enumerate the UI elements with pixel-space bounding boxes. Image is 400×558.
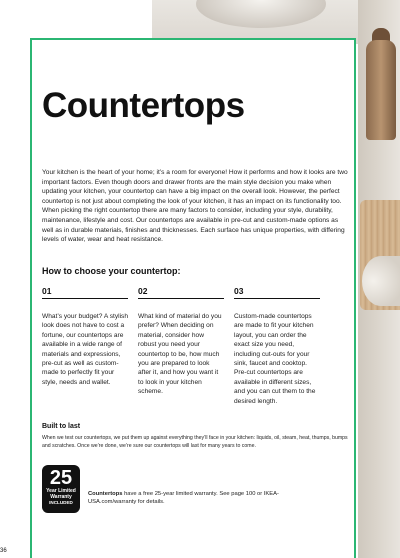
side-bowl-image (362, 256, 400, 306)
step-column-2 (138, 286, 224, 397)
step-number: 01 (42, 286, 128, 299)
page-number: 36 (0, 548, 7, 554)
badge-line-1: Year Limited (46, 488, 76, 494)
how-to-choose-heading: How to choose your countertop: (42, 266, 181, 276)
step-text: What’s your budget? A stylish look does not have to cost a fortune, our countertops are available in a wide range of materials and expressions, pre-cut as well as custom-made to perfectly fit your style, needs and wallet. (42, 313, 129, 386)
built-to-last-text: When we test our countertops, we put them up against everything they’ll face in your kitchen: liquids, oil, steam, heat, thumps, bumps and scratches. Once we’re done, we’re sure our countertops will last for many years to come. (42, 435, 348, 449)
step-number: 03 (234, 286, 320, 299)
warranty-note (88, 491, 308, 506)
warranty-badge (42, 465, 80, 513)
step-column-1 (42, 286, 128, 387)
step-number: 02 (138, 286, 224, 299)
badge-line-3: INCLUDED (49, 500, 73, 505)
badge-line-2: Warranty (50, 494, 72, 500)
step-column-3 (234, 286, 320, 406)
warranty-text: have a free 25-year limited warranty. See page 100 or IKEA-USA.com/warranty for details. (88, 491, 279, 505)
built-to-last-heading: Built to last (42, 423, 81, 430)
pepper-grinder-image (366, 40, 396, 140)
step-text: Custom-made countertops are made to fit your kitchen layout, you can order the exact size you need, including cut-outs for your sink, faucet and cooktop. Pre-cut countertops are available in different sizes, and you can cut them to the desired length. (234, 313, 316, 405)
page-title: Countertops (42, 86, 245, 125)
badge-years: 25 (49, 467, 73, 489)
warranty-bold: Countertops (88, 491, 123, 497)
intro-paragraph: Your kitchen is the heart of your home; it’s a room for everyone! How it performs and how it looks are two important factors. Even though doors and drawer fronts are the main style decision you make when updating your kitchen, your countertop can have a big impact on the overall look. However, the perfect countertop is not just about completing the look of your kitchen, it has an impact on its functionality too. When picking the right countertop there are many factors to consider, including your style, durability, maintenance, lifestyle and cost. Our countertops are available in pre-cut and custom-made options as well as in durable materials, finishes and thicknesses. Each surface has unique properties, with differing levels of water, wear and heat resistance. (42, 169, 348, 244)
step-text: What kind of material do you prefer? When deciding on material, consider how robust you need your countertop to be, how much you are prepared to look after it, and how you want it to look in your kitchen scheme. (138, 313, 222, 396)
